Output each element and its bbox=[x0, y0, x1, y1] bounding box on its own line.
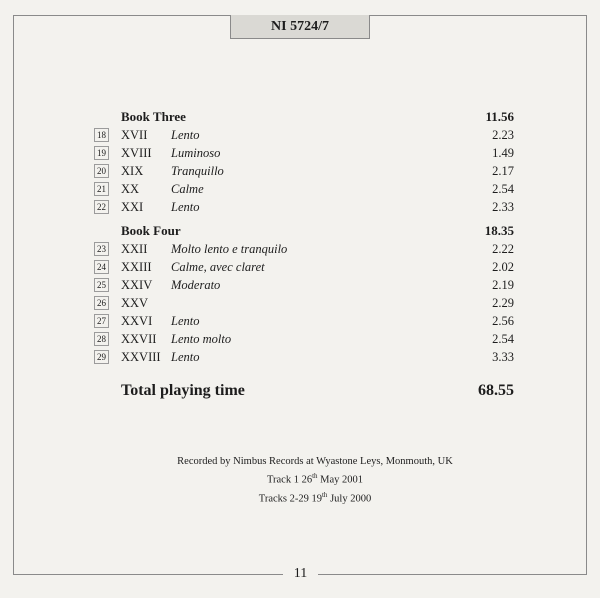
track-duration: 2.19 bbox=[492, 278, 514, 292]
track-row bbox=[0, 348, 600, 366]
track-row bbox=[0, 276, 600, 294]
tempo-marking: Lento bbox=[171, 200, 200, 214]
piece-numeral: XIX bbox=[121, 164, 144, 178]
piece-numeral: XXIII bbox=[121, 260, 152, 274]
tempo-marking: Calme, avec claret bbox=[171, 260, 265, 274]
piece-numeral: XVII bbox=[121, 128, 148, 142]
track-number: 27 bbox=[94, 314, 109, 328]
tempo-marking: Lento bbox=[171, 314, 200, 328]
track-number: 25 bbox=[94, 278, 109, 292]
track-row bbox=[0, 144, 600, 162]
tempo-marking: Lento bbox=[171, 128, 200, 142]
total-playing-time-label: Total playing time bbox=[121, 382, 245, 399]
piece-numeral: XXVIII bbox=[121, 350, 161, 364]
bottom-rule-left bbox=[13, 574, 283, 575]
book-three-total: 11.56 bbox=[485, 109, 514, 124]
tempo-marking: Moderato bbox=[171, 278, 221, 292]
piece-numeral: XXIV bbox=[121, 278, 153, 292]
track-row bbox=[0, 330, 600, 348]
track-duration: 2.29 bbox=[492, 296, 514, 310]
catalog-number: NI 5724/7 bbox=[230, 15, 370, 39]
track-duration: 3.33 bbox=[492, 350, 514, 364]
recording-venue: Recorded by Nimbus Records at Wyastone Leys, Monmouth, UK bbox=[177, 456, 453, 467]
track-row bbox=[0, 258, 600, 276]
track-number: 29 bbox=[94, 350, 109, 364]
piece-numeral: XXII bbox=[121, 242, 148, 256]
track-duration: 2.56 bbox=[492, 314, 514, 328]
piece-numeral: XXI bbox=[121, 200, 144, 214]
tempo-marking: Luminoso bbox=[171, 146, 221, 160]
piece-numeral: XVIII bbox=[121, 146, 152, 160]
track-duration: 2.54 bbox=[492, 182, 514, 196]
book-three-heading-row bbox=[0, 108, 600, 126]
track-number: 23 bbox=[94, 242, 109, 256]
book-four-heading: Book Four bbox=[121, 223, 181, 238]
track-number: 28 bbox=[94, 332, 109, 346]
track-row bbox=[0, 198, 600, 216]
piece-numeral: XX bbox=[121, 182, 140, 196]
tempo-marking: Tranquillo bbox=[171, 164, 224, 178]
track-number: 20 bbox=[94, 164, 109, 178]
track-number: 22 bbox=[94, 200, 109, 214]
track-number: 18 bbox=[94, 128, 109, 142]
tempo-marking: Lento bbox=[171, 350, 200, 364]
track-duration: 2.02 bbox=[492, 260, 514, 274]
track-number: 21 bbox=[94, 182, 109, 196]
track-duration: 2.17 bbox=[492, 164, 514, 178]
track-number: 19 bbox=[94, 146, 109, 160]
track-duration: 2.54 bbox=[492, 332, 514, 346]
track-duration: 2.33 bbox=[492, 200, 514, 214]
track-row bbox=[0, 294, 600, 312]
track-duration: 1.49 bbox=[492, 146, 514, 160]
track-1-date bbox=[150, 469, 480, 488]
ordinal-suffix: th bbox=[312, 472, 318, 480]
book-three-heading: Book Three bbox=[121, 109, 186, 124]
book-four-heading-row bbox=[0, 222, 600, 240]
track-row bbox=[0, 126, 600, 144]
tempo-marking: Molto lento e tranquilo bbox=[171, 242, 288, 256]
track-1-date-suffix: May 2001 bbox=[317, 474, 364, 486]
book-four-total: 18.35 bbox=[484, 223, 514, 238]
tempo-marking: Lento molto bbox=[171, 332, 232, 346]
piece-numeral: XXVI bbox=[121, 314, 153, 328]
bottom-rule-right bbox=[318, 574, 587, 575]
track-row bbox=[0, 240, 600, 258]
page-number: 11 bbox=[293, 566, 308, 581]
piece-numeral: XXVII bbox=[121, 332, 157, 346]
ordinal-suffix: th bbox=[321, 490, 328, 499]
track-row bbox=[0, 180, 600, 198]
tracks-2-29-date bbox=[150, 488, 480, 507]
tempo-marking: Calme bbox=[171, 182, 204, 196]
total-playing-time-value: 68.55 bbox=[478, 382, 514, 399]
track-duration: 2.23 bbox=[492, 128, 514, 142]
tracks-2-29-date-suffix: July 2000 bbox=[327, 493, 372, 504]
track-row bbox=[0, 162, 600, 180]
track-row bbox=[0, 312, 600, 330]
track-duration: 2.22 bbox=[492, 242, 514, 256]
track-number: 24 bbox=[94, 260, 109, 274]
track-1-date-prefix: Track 1 26 bbox=[266, 474, 313, 486]
recording-credits bbox=[150, 454, 480, 506]
track-number: 26 bbox=[94, 296, 109, 310]
tracks-2-29-date-prefix: Tracks 2-29 19 bbox=[258, 493, 322, 504]
piece-numeral: XXV bbox=[121, 296, 149, 310]
total-playing-time-row bbox=[0, 380, 600, 402]
